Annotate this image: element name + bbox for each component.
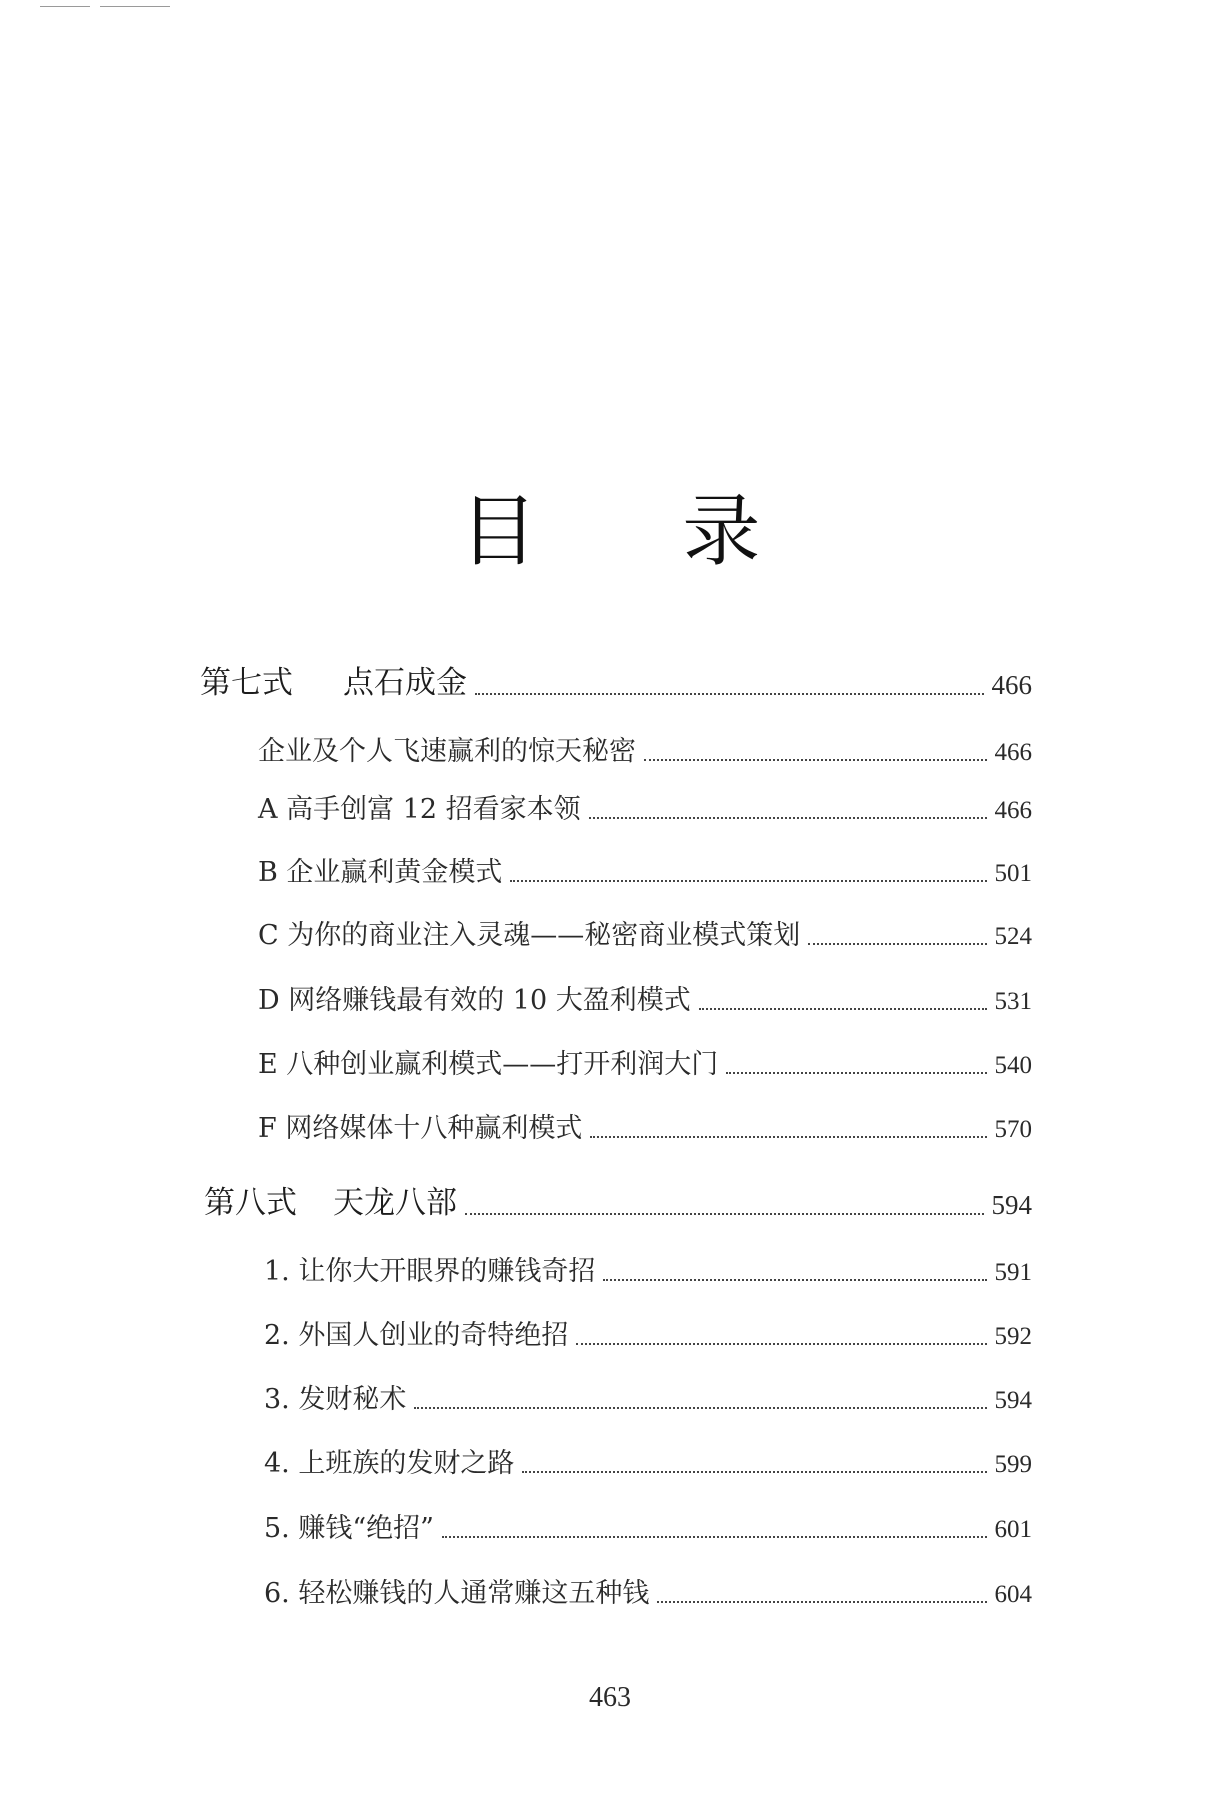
toc-entry[interactable] — [258, 987, 1032, 1014]
toc-entry[interactable] — [264, 1322, 1032, 1349]
toc-chapter-entry[interactable] — [200, 665, 1032, 701]
dot-leader — [657, 1601, 986, 1603]
entry-label: 2. 外国人创业的奇特绝招 — [264, 1320, 569, 1351]
toc-entry[interactable] — [264, 1386, 1032, 1413]
scan-mark — [100, 6, 170, 7]
entry-label: C 为你的商业注入灵魂——秘密商业模式策划 — [258, 920, 801, 951]
dot-leader — [576, 1343, 986, 1345]
dot-leader — [603, 1279, 986, 1281]
entry-label: 企业及个人飞速赢利的惊天秘密 — [258, 736, 636, 767]
entry-label: 1. 让你大开眼界的赚钱奇招 — [264, 1256, 596, 1287]
page-number: 604 — [994, 1581, 1032, 1608]
dot-leader — [442, 1536, 987, 1538]
dot-leader — [590, 1136, 986, 1138]
entry-label: 4. 上班族的发财之路 — [264, 1448, 515, 1479]
page-number: 540 — [994, 1052, 1032, 1079]
dot-leader — [465, 1213, 984, 1215]
toc-entry[interactable] — [258, 796, 1032, 823]
page-number: 501 — [994, 860, 1032, 887]
entry-label: D 网络赚钱最有效的 10 大盈利模式 — [258, 985, 691, 1016]
entry-label: A 高手创富 12 招看家本领 — [258, 794, 581, 825]
entry-label: 3. 发财秘术 — [264, 1384, 407, 1415]
page-number: 599 — [994, 1451, 1032, 1478]
dot-leader — [414, 1407, 986, 1409]
chapter-label: 第八式 天龙八部 — [204, 1185, 457, 1221]
toc-entry[interactable] — [264, 1258, 1032, 1285]
page-number: 524 — [994, 923, 1032, 950]
page-number: 594 — [991, 1190, 1032, 1220]
dot-leader — [510, 880, 986, 882]
toc-entry[interactable] — [258, 922, 1032, 949]
toc-entry[interactable] — [258, 738, 1032, 765]
toc-entry[interactable] — [258, 1115, 1032, 1142]
dot-leader — [644, 759, 987, 761]
page-number: 594 — [994, 1387, 1032, 1414]
toc-entry[interactable] — [258, 859, 1032, 886]
toc-chapter-entry[interactable] — [204, 1185, 1032, 1221]
page-title: 目 录 — [459, 487, 821, 577]
page-number: 466 — [994, 739, 1032, 766]
chapter-label: 第七式 点石成金 — [200, 665, 467, 701]
page-number: 466 — [994, 797, 1032, 824]
toc-entry[interactable] — [264, 1515, 1032, 1542]
entry-label: E 八种创业赢利模式——打开利润大门 — [258, 1049, 719, 1080]
page-number: 570 — [994, 1116, 1032, 1143]
footer-page-number: 463 — [589, 1682, 631, 1713]
dot-leader — [589, 817, 987, 819]
scan-mark — [40, 6, 90, 7]
page-number: 601 — [994, 1516, 1032, 1543]
entry-label: F 网络媒体十八种赢利模式 — [258, 1113, 583, 1144]
dot-leader — [808, 943, 986, 945]
dot-leader — [522, 1471, 986, 1473]
entry-label: B 企业赢利黄金模式 — [258, 857, 503, 888]
toc-entry[interactable] — [258, 1051, 1032, 1078]
dot-leader — [475, 693, 984, 695]
entry-label: 6. 轻松赚钱的人通常赚这五种钱 — [264, 1578, 650, 1609]
page-number: 591 — [994, 1259, 1032, 1286]
page-number: 592 — [994, 1323, 1032, 1350]
toc-entry[interactable] — [264, 1580, 1032, 1607]
toc-entry[interactable] — [264, 1450, 1032, 1477]
page-number: 466 — [991, 670, 1032, 700]
dot-leader — [726, 1072, 986, 1074]
page-number: 531 — [994, 988, 1032, 1015]
dot-leader — [699, 1008, 987, 1010]
entry-label: 5. 赚钱“绝招” — [264, 1513, 434, 1544]
